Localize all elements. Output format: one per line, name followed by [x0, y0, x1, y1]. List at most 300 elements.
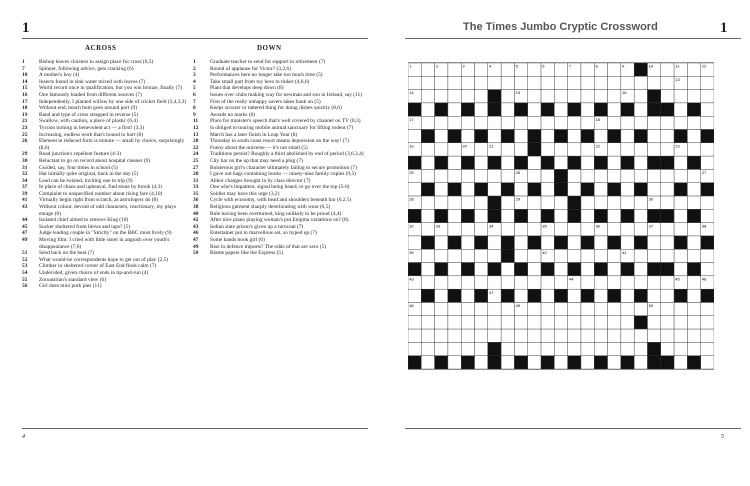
grid-cell[interactable] [501, 76, 514, 89]
grid-cell[interactable] [435, 130, 448, 143]
grid-cell[interactable] [514, 342, 527, 355]
grid-cell[interactable] [448, 249, 461, 262]
grid-cell[interactable] [528, 156, 541, 169]
grid-cell[interactable] [421, 263, 434, 276]
grid-cell[interactable] [687, 90, 700, 103]
grid-cell[interactable] [701, 356, 714, 369]
grid-cell[interactable] [528, 209, 541, 222]
grid-cell[interactable] [421, 156, 434, 169]
grid-cell[interactable] [687, 143, 700, 156]
grid-cell[interactable] [674, 329, 687, 342]
grid-cell[interactable] [514, 236, 527, 249]
grid-cell[interactable] [475, 103, 488, 116]
grid-cell[interactable] [621, 169, 634, 182]
grid-cell[interactable] [581, 276, 594, 289]
grid-cell[interactable] [621, 236, 634, 249]
grid-cell[interactable] [475, 263, 488, 276]
grid-cell[interactable] [435, 249, 448, 262]
grid-cell[interactable] [581, 223, 594, 236]
grid-cell[interactable] [461, 289, 474, 302]
grid-cell[interactable] [408, 329, 421, 342]
grid-cell[interactable] [674, 103, 687, 116]
grid-cell[interactable] [581, 116, 594, 129]
grid-cell[interactable] [661, 116, 674, 129]
grid-cell[interactable] [528, 329, 541, 342]
grid-cell[interactable] [661, 316, 674, 329]
grid-cell[interactable] [448, 302, 461, 315]
grid-cell[interactable] [594, 130, 607, 143]
grid-cell[interactable] [594, 302, 607, 315]
grid-cell[interactable] [701, 249, 714, 262]
grid-cell[interactable] [435, 183, 448, 196]
grid-cell[interactable] [687, 169, 700, 182]
grid-cell[interactable] [528, 223, 541, 236]
grid-cell[interactable] [528, 342, 541, 355]
grid-cell[interactable] [674, 156, 687, 169]
grid-cell[interactable] [541, 143, 554, 156]
grid-cell[interactable] [528, 196, 541, 209]
grid-cell[interactable] [581, 356, 594, 369]
grid-cell[interactable] [448, 223, 461, 236]
grid-cell[interactable] [554, 223, 567, 236]
grid-cell[interactable] [647, 236, 660, 249]
grid-cell[interactable] [421, 342, 434, 355]
grid-cell[interactable] [647, 143, 660, 156]
grid-cell[interactable] [421, 249, 434, 262]
grid-cell[interactable] [594, 329, 607, 342]
grid-cell[interactable] [674, 223, 687, 236]
grid-cell[interactable] [634, 329, 647, 342]
grid-cell[interactable] [514, 116, 527, 129]
grid-cell[interactable] [594, 76, 607, 89]
grid-cell[interactable] [634, 76, 647, 89]
grid-cell[interactable] [661, 236, 674, 249]
grid-cell[interactable] [501, 329, 514, 342]
grid-cell[interactable] [475, 223, 488, 236]
grid-cell[interactable] [634, 156, 647, 169]
grid-cell[interactable] [461, 329, 474, 342]
grid-cell[interactable] [408, 130, 421, 143]
grid-cell[interactable] [661, 90, 674, 103]
grid-cell[interactable] [541, 342, 554, 355]
grid-cell[interactable] [514, 276, 527, 289]
grid-cell[interactable] [475, 169, 488, 182]
grid-cell[interactable] [701, 156, 714, 169]
grid-cell[interactable] [501, 90, 514, 103]
grid-cell[interactable] [568, 316, 581, 329]
grid-cell[interactable] [514, 223, 527, 236]
grid-cell[interactable] [647, 289, 660, 302]
grid-cell[interactable] [528, 302, 541, 315]
grid-cell[interactable] [501, 116, 514, 129]
grid-cell[interactable] [608, 76, 621, 89]
grid-cell[interactable] [475, 116, 488, 129]
grid-cell[interactable] [647, 130, 660, 143]
grid-cell[interactable] [475, 63, 488, 76]
grid-cell[interactable] [661, 249, 674, 262]
grid-cell[interactable] [541, 236, 554, 249]
grid-cell[interactable] [581, 302, 594, 315]
grid-cell[interactable] [554, 276, 567, 289]
grid-cell[interactable] [594, 249, 607, 262]
grid-cell[interactable] [568, 223, 581, 236]
grid-cell[interactable] [674, 263, 687, 276]
grid-cell[interactable] [594, 169, 607, 182]
grid-cell[interactable] [421, 302, 434, 315]
grid-cell[interactable] [661, 289, 674, 302]
grid-cell[interactable] [621, 143, 634, 156]
grid-cell[interactable] [541, 316, 554, 329]
grid-cell[interactable] [461, 223, 474, 236]
grid-cell[interactable] [488, 183, 501, 196]
grid-cell[interactable] [541, 130, 554, 143]
grid-cell[interactable] [488, 316, 501, 329]
grid-cell[interactable] [594, 342, 607, 355]
grid-cell[interactable] [608, 116, 621, 129]
grid-cell[interactable] [528, 263, 541, 276]
grid-cell[interactable] [461, 116, 474, 129]
grid-cell[interactable] [461, 130, 474, 143]
grid-cell[interactable] [581, 76, 594, 89]
grid-cell[interactable] [554, 342, 567, 355]
grid-cell[interactable] [647, 169, 660, 182]
grid-cell[interactable] [581, 103, 594, 116]
grid-cell[interactable] [647, 316, 660, 329]
grid-cell[interactable] [501, 263, 514, 276]
grid-cell[interactable] [621, 329, 634, 342]
grid-cell[interactable] [448, 263, 461, 276]
grid-cell[interactable] [475, 90, 488, 103]
grid-cell[interactable] [568, 183, 581, 196]
grid-cell[interactable] [661, 302, 674, 315]
grid-cell[interactable] [514, 183, 527, 196]
grid-cell[interactable] [687, 316, 700, 329]
grid-cell[interactable] [568, 76, 581, 89]
grid-cell[interactable] [701, 316, 714, 329]
grid-cell[interactable] [488, 130, 501, 143]
grid-cell[interactable] [634, 196, 647, 209]
grid-cell[interactable] [608, 63, 621, 76]
grid-cell[interactable] [475, 143, 488, 156]
grid-cell[interactable] [634, 116, 647, 129]
grid-cell[interactable] [448, 143, 461, 156]
grid-cell[interactable] [608, 276, 621, 289]
grid-cell[interactable] [448, 76, 461, 89]
grid-cell[interactable] [408, 342, 421, 355]
grid-cell[interactable] [554, 209, 567, 222]
grid-cell[interactable] [634, 263, 647, 276]
grid-cell[interactable] [528, 76, 541, 89]
grid-cell[interactable] [475, 316, 488, 329]
grid-cell[interactable] [634, 169, 647, 182]
grid-cell[interactable] [701, 329, 714, 342]
grid-cell[interactable] [488, 276, 501, 289]
grid-cell[interactable] [408, 316, 421, 329]
grid-cell[interactable] [581, 342, 594, 355]
grid-cell[interactable] [421, 169, 434, 182]
grid-cell[interactable] [661, 143, 674, 156]
grid-cell[interactable] [594, 90, 607, 103]
grid-cell[interactable] [608, 143, 621, 156]
grid-cell[interactable] [701, 90, 714, 103]
grid-cell[interactable] [554, 143, 567, 156]
grid-cell[interactable] [661, 329, 674, 342]
grid-cell[interactable] [541, 116, 554, 129]
grid-cell[interactable] [488, 236, 501, 249]
grid-cell[interactable] [608, 329, 621, 342]
grid-cell[interactable] [448, 103, 461, 116]
grid-cell[interactable] [568, 249, 581, 262]
grid-cell[interactable] [501, 276, 514, 289]
grid-cell[interactable] [554, 263, 567, 276]
grid-cell[interactable] [621, 183, 634, 196]
grid-cell[interactable] [541, 289, 554, 302]
grid-cell[interactable] [674, 356, 687, 369]
grid-cell[interactable] [461, 76, 474, 89]
grid-cell[interactable] [408, 289, 421, 302]
grid-cell[interactable] [647, 276, 660, 289]
grid-cell[interactable] [701, 263, 714, 276]
grid-cell[interactable] [634, 143, 647, 156]
grid-cell[interactable] [554, 302, 567, 315]
grid-cell[interactable] [514, 76, 527, 89]
grid-cell[interactable] [528, 169, 541, 182]
grid-cell[interactable] [647, 76, 660, 89]
grid-cell[interactable] [514, 130, 527, 143]
grid-cell[interactable] [594, 289, 607, 302]
grid-cell[interactable] [528, 116, 541, 129]
grid-cell[interactable] [421, 223, 434, 236]
grid-cell[interactable] [448, 90, 461, 103]
grid-cell[interactable] [554, 329, 567, 342]
grid-cell[interactable] [488, 329, 501, 342]
grid-cell[interactable] [421, 276, 434, 289]
grid-cell[interactable] [621, 342, 634, 355]
grid-cell[interactable] [634, 223, 647, 236]
grid-cell[interactable] [461, 342, 474, 355]
grid-cell[interactable] [435, 76, 448, 89]
grid-cell[interactable] [475, 342, 488, 355]
grid-cell[interactable] [421, 316, 434, 329]
grid-cell[interactable] [554, 156, 567, 169]
grid-cell[interactable] [701, 76, 714, 89]
grid-cell[interactable] [687, 223, 700, 236]
grid-cell[interactable] [501, 169, 514, 182]
grid-cell[interactable] [687, 196, 700, 209]
grid-cell[interactable] [674, 196, 687, 209]
grid-cell[interactable] [501, 156, 514, 169]
grid-cell[interactable] [621, 316, 634, 329]
grid-cell[interactable] [421, 329, 434, 342]
grid-cell[interactable] [608, 169, 621, 182]
grid-cell[interactable] [661, 276, 674, 289]
grid-cell[interactable] [687, 276, 700, 289]
grid-cell[interactable] [661, 130, 674, 143]
grid-cell[interactable] [594, 276, 607, 289]
grid-cell[interactable] [568, 289, 581, 302]
grid-cell[interactable] [475, 209, 488, 222]
grid-cell[interactable] [554, 76, 567, 89]
grid-cell[interactable] [475, 329, 488, 342]
grid-cell[interactable] [541, 276, 554, 289]
grid-cell[interactable] [435, 90, 448, 103]
grid-cell[interactable] [661, 76, 674, 89]
grid-cell[interactable] [701, 116, 714, 129]
grid-cell[interactable] [647, 116, 660, 129]
grid-cell[interactable] [461, 183, 474, 196]
grid-cell[interactable] [608, 263, 621, 276]
grid-cell[interactable] [568, 236, 581, 249]
grid-cell[interactable] [568, 169, 581, 182]
grid-cell[interactable] [501, 316, 514, 329]
grid-cell[interactable] [581, 316, 594, 329]
grid-cell[interactable] [448, 196, 461, 209]
grid-cell[interactable] [448, 329, 461, 342]
grid-cell[interactable] [501, 223, 514, 236]
grid-cell[interactable] [634, 249, 647, 262]
grid-cell[interactable] [501, 209, 514, 222]
grid-cell[interactable] [488, 76, 501, 89]
grid-cell[interactable] [647, 329, 660, 342]
grid-cell[interactable] [541, 76, 554, 89]
grid-cell[interactable] [421, 116, 434, 129]
grid-cell[interactable] [435, 116, 448, 129]
grid-cell[interactable] [608, 249, 621, 262]
grid-cell[interactable] [541, 329, 554, 342]
grid-cell[interactable] [421, 76, 434, 89]
grid-cell[interactable] [541, 90, 554, 103]
grid-cell[interactable] [568, 130, 581, 143]
grid-cell[interactable] [701, 302, 714, 315]
grid-cell[interactable] [621, 302, 634, 315]
grid-cell[interactable] [608, 90, 621, 103]
grid-cell[interactable] [554, 103, 567, 116]
grid-cell[interactable] [475, 76, 488, 89]
grid-cell[interactable] [621, 289, 634, 302]
grid-cell[interactable] [421, 196, 434, 209]
grid-cell[interactable] [514, 249, 527, 262]
grid-cell[interactable] [581, 63, 594, 76]
grid-cell[interactable] [701, 103, 714, 116]
grid-cell[interactable] [701, 209, 714, 222]
grid-cell[interactable] [501, 143, 514, 156]
grid-cell[interactable] [568, 143, 581, 156]
grid-cell[interactable] [687, 329, 700, 342]
grid-cell[interactable] [501, 356, 514, 369]
grid-cell[interactable] [581, 249, 594, 262]
grid-cell[interactable] [687, 130, 700, 143]
grid-cell[interactable] [634, 342, 647, 355]
grid-cell[interactable] [541, 196, 554, 209]
grid-cell[interactable] [621, 76, 634, 89]
grid-cell[interactable] [674, 169, 687, 182]
grid-cell[interactable] [528, 90, 541, 103]
grid-cell[interactable] [554, 116, 567, 129]
grid-cell[interactable] [421, 103, 434, 116]
grid-cell[interactable] [608, 196, 621, 209]
grid-cell[interactable] [448, 316, 461, 329]
grid-cell[interactable] [568, 116, 581, 129]
grid-cell[interactable] [435, 289, 448, 302]
grid-cell[interactable] [581, 169, 594, 182]
grid-cell[interactable] [581, 209, 594, 222]
grid-cell[interactable] [514, 316, 527, 329]
grid-cell[interactable] [687, 76, 700, 89]
grid-cell[interactable] [461, 249, 474, 262]
grid-cell[interactable] [581, 329, 594, 342]
grid-cell[interactable] [674, 342, 687, 355]
grid-cell[interactable] [608, 103, 621, 116]
grid-cell[interactable] [554, 316, 567, 329]
grid-cell[interactable] [634, 209, 647, 222]
grid-cell[interactable] [528, 63, 541, 76]
grid-cell[interactable] [701, 196, 714, 209]
grid-cell[interactable] [528, 249, 541, 262]
grid-cell[interactable] [621, 196, 634, 209]
grid-cell[interactable] [687, 302, 700, 315]
grid-cell[interactable] [501, 196, 514, 209]
grid-cell[interactable] [475, 249, 488, 262]
grid-cell[interactable] [461, 90, 474, 103]
grid-cell[interactable] [448, 169, 461, 182]
grid-cell[interactable] [661, 183, 674, 196]
grid-cell[interactable] [581, 143, 594, 156]
grid-cell[interactable] [501, 103, 514, 116]
grid-cell[interactable] [408, 76, 421, 89]
grid-cell[interactable] [568, 302, 581, 315]
grid-cell[interactable] [448, 63, 461, 76]
grid-cell[interactable] [435, 342, 448, 355]
grid-cell[interactable] [608, 223, 621, 236]
grid-cell[interactable] [674, 116, 687, 129]
grid-cell[interactable] [448, 276, 461, 289]
grid-cell[interactable] [488, 116, 501, 129]
grid-cell[interactable] [461, 276, 474, 289]
grid-cell[interactable] [647, 183, 660, 196]
grid-cell[interactable] [554, 90, 567, 103]
grid-cell[interactable] [594, 316, 607, 329]
grid-cell[interactable] [435, 196, 448, 209]
grid-cell[interactable] [435, 169, 448, 182]
grid-cell[interactable] [408, 183, 421, 196]
grid-cell[interactable] [475, 356, 488, 369]
grid-cell[interactable] [608, 356, 621, 369]
grid-cell[interactable] [608, 316, 621, 329]
grid-cell[interactable] [594, 196, 607, 209]
grid-cell[interactable] [568, 90, 581, 103]
grid-cell[interactable] [421, 209, 434, 222]
grid-cell[interactable] [621, 130, 634, 143]
grid-cell[interactable] [435, 316, 448, 329]
grid-cell[interactable] [501, 342, 514, 355]
grid-cell[interactable] [421, 143, 434, 156]
grid-cell[interactable] [674, 90, 687, 103]
grid-cell[interactable] [435, 143, 448, 156]
grid-cell[interactable] [435, 302, 448, 315]
grid-cell[interactable] [581, 263, 594, 276]
grid-cell[interactable] [674, 249, 687, 262]
grid-cell[interactable] [554, 249, 567, 262]
grid-cell[interactable] [701, 342, 714, 355]
grid-cell[interactable] [568, 329, 581, 342]
grid-cell[interactable] [687, 289, 700, 302]
grid-cell[interactable] [634, 356, 647, 369]
grid-cell[interactable] [661, 169, 674, 182]
grid-cell[interactable] [687, 116, 700, 129]
grid-cell[interactable] [475, 302, 488, 315]
grid-cell[interactable] [514, 289, 527, 302]
grid-cell[interactable] [528, 316, 541, 329]
